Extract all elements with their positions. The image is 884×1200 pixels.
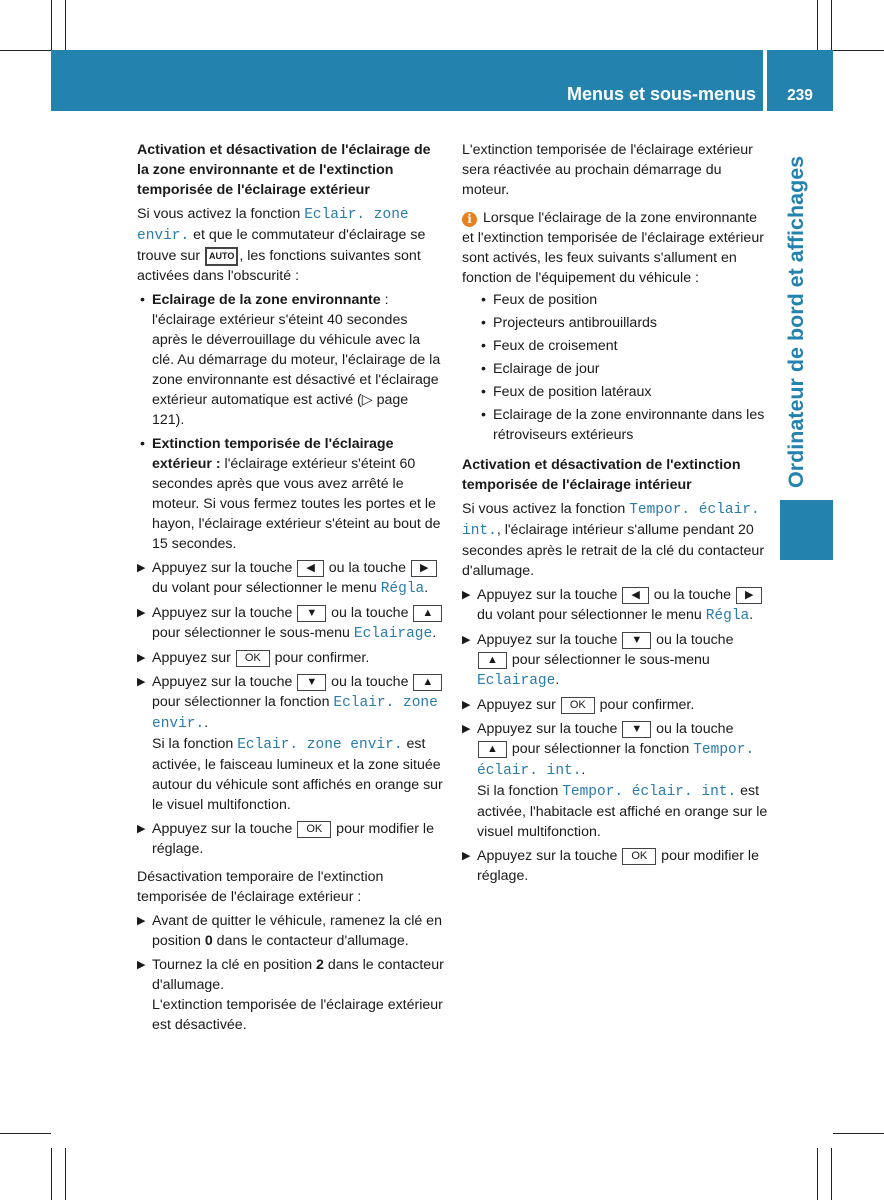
reactivation-paragraph: L'extinction temporisée de l'éclairage extérieur sera réactivée au prochain démarrage du moteur.	[462, 142, 753, 198]
up-key-icon: ▲	[413, 674, 442, 691]
crop-mark	[831, 0, 832, 50]
step-arrow-icon: ▶	[137, 607, 146, 619]
instruction-step: ▶ Tournez la clé en position 2 dans le contacteur d'allumage. L'extinction temporisée de l'éclairage extérieur est désactivée.	[137, 957, 444, 1033]
crop-mark	[65, 0, 66, 50]
step-arrow-icon: ▶	[462, 634, 471, 646]
crop-mark	[0, 50, 51, 51]
list-item: • Projecteurs antibrouillards	[462, 313, 768, 333]
info-note: i Lorsque l'éclairage de la zone environnante et l'extinction temporisée de l'éclairage extérieur sont activés, les feux suivants s'allument en fonction de l'équipement du véhicule :	[462, 210, 764, 286]
instruction-step: ▶ Appuyez sur OK pour confirmer.	[137, 650, 370, 666]
instruction-step: ▶ Appuyez sur la touche OK pour modifier le réglage.	[137, 821, 434, 857]
instruction-step: ▶ Avant de quitter le véhicule, ramenez la clé en position 0 dans le contacteur d'allumage.	[137, 913, 442, 949]
step-arrow-icon: ▶	[137, 959, 146, 971]
crop-mark	[831, 1148, 832, 1200]
crop-mark	[817, 1148, 818, 1200]
right-key-icon: ▶	[411, 560, 437, 577]
ok-key-icon: OK	[561, 697, 595, 714]
step-arrow-icon: ▶	[462, 850, 471, 862]
step-arrow-icon: ▶	[137, 915, 146, 927]
left-column	[137, 140, 444, 1039]
deactivation-paragraph: Désactivation temporaire de l'extinction temporisée de l'éclairage extérieur :	[137, 869, 384, 905]
crop-mark	[833, 50, 884, 51]
down-key-icon: ▼	[622, 721, 651, 738]
instruction-step: ▶ Appuyez sur la touche OK pour modifier le réglage.	[462, 848, 759, 884]
instruction-step: ▶ Appuyez sur la touche ▼ ou la touche ▲ pour sélectionner la fonction Tempor. éclair. int.. Si la fonction Tempor. éclair. int. est activée, l'habitacle est affiché en orange sur le visuel multifonction.	[462, 721, 768, 840]
auto-key-icon: AUTO	[205, 247, 238, 266]
crop-mark	[65, 1148, 66, 1200]
crop-mark	[51, 1148, 52, 1200]
section-heading: Activation et désactivation de l'extinction temporisée de l'éclairage intérieur	[462, 457, 741, 493]
chapter-tab-block	[780, 500, 833, 560]
instruction-step: ▶ Appuyez sur OK pour confirmer.	[462, 697, 695, 713]
up-key-icon: ▲	[478, 741, 507, 758]
left-key-icon: ◀	[297, 560, 323, 577]
chapter-tab-label: Ordinateur de bord et affichages	[784, 155, 808, 488]
down-key-icon: ▼	[297, 605, 326, 622]
list-item: • Feux de croisement	[462, 336, 768, 356]
list-item: • Extinction temporisée de l'éclairage extérieur : l'éclairage extérieur s'éteint 60 secondes après que vous avez arrêté le moteur. Si vous fermez toutes les portes et le hayon, l'éclairage extérieur s'éteint au bout de 15 secondes.	[137, 434, 444, 554]
ok-key-icon: OK	[297, 821, 331, 838]
instruction-step: ▶ Appuyez sur la touche ▼ ou la touche ▲ pour sélectionner le sous-menu Eclairage.	[137, 603, 444, 644]
crop-mark	[817, 0, 818, 50]
step-arrow-icon: ▶	[137, 652, 146, 664]
list-item: • Eclairage de jour	[462, 359, 768, 379]
step-arrow-icon: ▶	[462, 699, 471, 711]
crop-mark	[51, 0, 52, 50]
down-key-icon: ▼	[622, 632, 651, 649]
step-arrow-icon: ▶	[137, 823, 146, 835]
ok-key-icon: OK	[622, 848, 656, 865]
left-key-icon: ◀	[622, 587, 648, 604]
step-arrow-icon: ▶	[137, 676, 146, 688]
step-arrow-icon: ▶	[462, 589, 471, 601]
right-key-icon: ▶	[736, 587, 762, 604]
list-item: • Feux de position	[462, 290, 768, 310]
crop-mark	[0, 1133, 51, 1134]
list-item: • Feux de position latéraux	[462, 382, 768, 402]
down-key-icon: ▼	[297, 674, 326, 691]
section-title: Menus et sous-menus	[566, 84, 756, 104]
instruction-step: ▶ Appuyez sur la touche ◀ ou la touche ▶ du volant pour sélectionner le menu Régla.	[137, 558, 444, 599]
instruction-step: ▶ Appuyez sur la touche ▼ ou la touche ▲ pour sélectionner la fonction Eclair. zone envir.. Si la fonction Eclair. zone envir. est activée, le faisceau lumineux et la zone située autour du véhicule sont affichés en orange sur le visuel multifonction.	[137, 674, 443, 813]
section-heading: Activation et désactivation de l'éclairage de la zone environnante et de l'extinction temporisée de l'éclairage extérieur	[137, 142, 431, 198]
instruction-step: ▶ Appuyez sur la touche ▼ ou la touche ▲ pour sélectionner le sous-menu Eclairage.	[462, 632, 734, 689]
right-column	[462, 140, 768, 890]
page-number: 239	[787, 87, 813, 104]
intro-paragraph: Si vous activez la fonction Tempor. éclair. int., l'éclairage intérieur s'allume pendant 20 secondes après le retrait de la clé du contacteur d'allumage.	[462, 501, 765, 579]
up-key-icon: ▲	[478, 652, 507, 669]
up-key-icon: ▲	[413, 605, 442, 622]
ok-key-icon: OK	[236, 650, 270, 667]
list-item: • Eclairage de la zone environnante : l'éclairage extérieur s'éteint 40 secondes après le déverrouillage du véhicule avec la clé. Au démarrage du moteur, l'éclairage de la zone environnante est désactivé et l'éclairage extérieur automatique est activé (▷ page 121).	[137, 290, 444, 430]
crop-mark	[833, 1133, 884, 1134]
instruction-step: ▶ Appuyez sur la touche ◀ ou la touche ▶ du volant pour sélectionner le menu Régla.	[462, 585, 768, 626]
info-icon: i	[462, 212, 477, 227]
step-arrow-icon: ▶	[137, 562, 146, 574]
intro-paragraph: Si vous activez la fonction Eclair. zone envir. et que le commutateur d'éclairage se trouve sur AUTO , les fonctions suivantes sont activées dans l'obscurité :	[137, 206, 426, 284]
step-arrow-icon: ▶	[462, 723, 471, 735]
list-item: • Eclairage de la zone environnante dans les rétroviseurs extérieurs	[462, 405, 768, 445]
